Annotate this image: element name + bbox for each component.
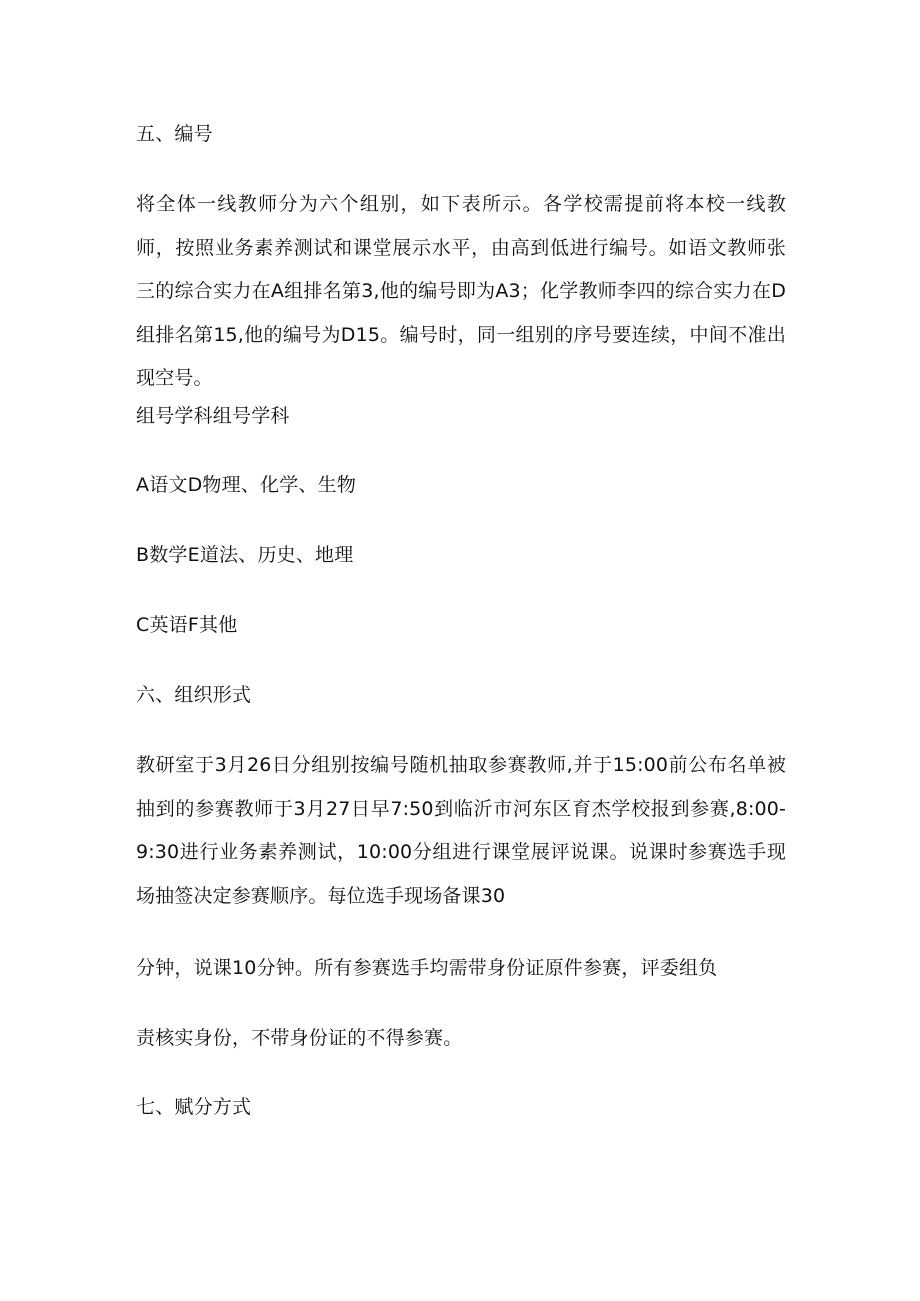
section-6-line: 分钟，说课10分钟。所有参赛选手均需带身份证原件参赛，评委组负 (136, 957, 718, 979)
section-6-paragraph: 教研室于3月26日分组别按编号随机抽取参赛教师,并于15:00前公布名单被抽到的参赛教师于3月27日早7:50到临沂市河东区育杰学校报到参赛,8:00-9:30进行业务素养测试，10:00分组进行课堂展评说课。说课时参赛选手现场抽签决定参赛顺序。每位选手现场备课30 (136, 754, 786, 907)
group-table-row: C英语F其他 (136, 614, 238, 636)
section-7-heading: 七、赋分方式 (136, 1096, 252, 1118)
group-table-row: A语文D物理、化学、生物 (136, 474, 357, 496)
section-5-heading: 五、编号 (136, 123, 213, 145)
section-6-line: 责核实身份，不带身份证的不得参赛。 (136, 1027, 463, 1049)
group-table-row: B数学E道法、历史、地理 (136, 544, 354, 566)
group-table-header: 组号学科组号学科 (136, 405, 290, 427)
section-5-paragraph: 将全体一线教师分为六个组别，如下表所示。各学校需提前将本校一线教师，按照业务素养测试和课堂展示水平，由高到低进行编号。如语文教师张三的综合实力在A组排名第3,他的编号即为A3；化学教师李四的综合实力在D组排名第15,他的编号为D15。编号时，同一组别的序号要连续，中间不准出现空号。 (136, 193, 786, 389)
section-6-heading: 六、组织形式 (136, 684, 252, 706)
